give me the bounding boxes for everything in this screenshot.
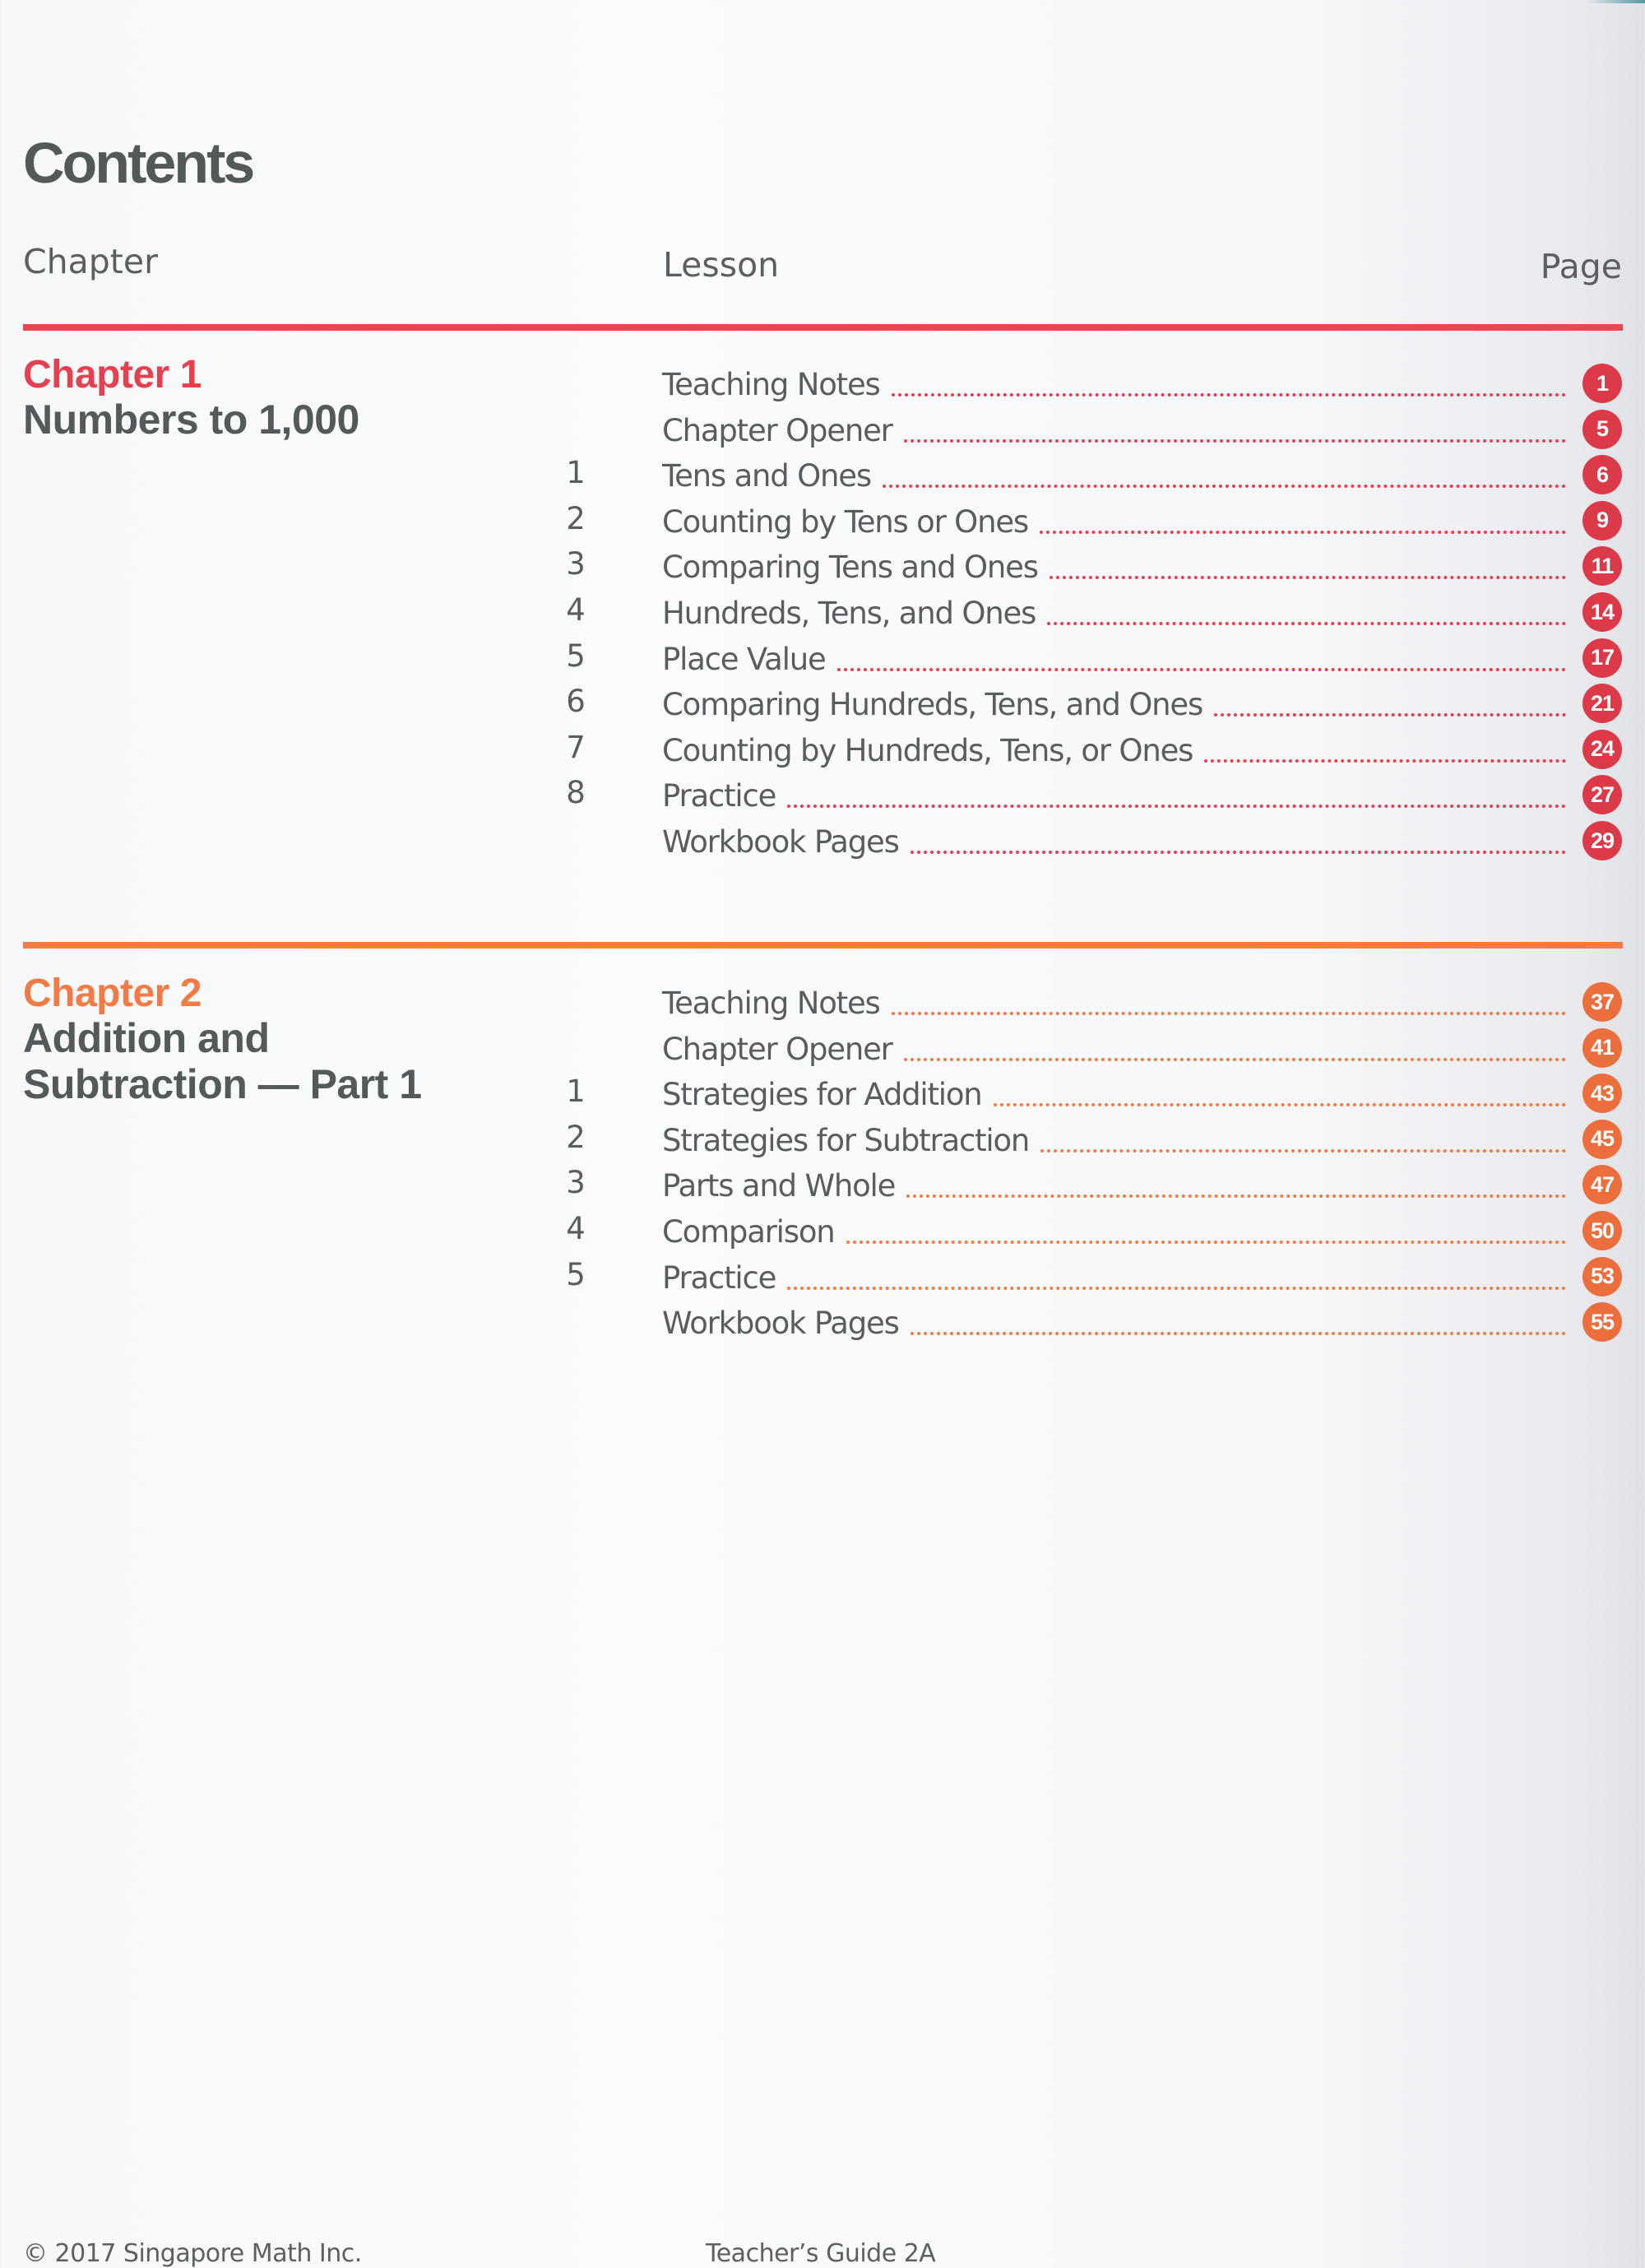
toc-entry-ch1-9[interactable] — [0, 772, 1645, 818]
dot-leader — [1040, 1149, 1566, 1153]
lesson-title: Counting by Hundreds, Tens, or Ones — [662, 732, 1193, 768]
toc-entry-ch1-4[interactable] — [0, 543, 1645, 589]
page-number-badge[interactable]: 14 — [1582, 592, 1622, 632]
chapter-2-divider — [23, 942, 1623, 948]
lesson-title-wrap — [662, 818, 1566, 864]
page-number-badge[interactable]: 21 — [1582, 684, 1622, 723]
dot-leader — [911, 851, 1566, 854]
lesson-title-wrap — [662, 726, 1566, 772]
dot-leader — [883, 485, 1566, 488]
lesson-number: 4 — [566, 1211, 586, 1246]
lesson-number: 1 — [566, 455, 586, 491]
lesson-title-wrap — [662, 1299, 1566, 1345]
toc-entry-ch1-3[interactable] — [0, 498, 1645, 544]
dot-leader — [846, 1241, 1566, 1244]
toc-entry-ch2-4[interactable] — [0, 1162, 1645, 1208]
lesson-title-wrap — [662, 589, 1566, 635]
lesson-number: 2 — [566, 1119, 586, 1155]
dot-leader — [1050, 576, 1566, 579]
lesson-number: 3 — [566, 546, 586, 582]
dot-leader — [892, 1012, 1566, 1015]
chapter-2-title: Addition and Subtraction — Part 1 — [23, 1015, 422, 1107]
lesson-title-wrap — [662, 498, 1566, 544]
page-number-badge[interactable]: 29 — [1582, 821, 1622, 860]
footer-copyright: © 2017 Singapore Math Inc. — [23, 2239, 362, 2268]
lesson-title: Practice — [662, 1259, 776, 1296]
lesson-title-wrap — [662, 406, 1566, 452]
page-number-badge[interactable]: 45 — [1582, 1120, 1622, 1159]
lesson-title-wrap — [662, 680, 1566, 726]
page-number-badge[interactable]: 47 — [1582, 1165, 1622, 1204]
toc-entry-ch1-7[interactable] — [0, 680, 1645, 726]
chapter-1-label: Chapter 1 — [23, 353, 202, 397]
toc-entry-ch2-7[interactable] — [0, 1299, 1645, 1345]
dot-leader — [1214, 713, 1566, 717]
page-number-badge[interactable]: 27 — [1582, 775, 1622, 814]
lesson-number: 6 — [566, 684, 586, 720]
page-number-badge[interactable]: 6 — [1582, 455, 1622, 494]
dot-leader — [994, 1103, 1566, 1106]
lesson-title-wrap — [662, 1070, 1566, 1116]
lesson-title-wrap — [662, 1025, 1566, 1071]
lesson-title: Strategies for Subtraction — [662, 1122, 1030, 1158]
lesson-title: Teaching Notes — [662, 986, 880, 1021]
lesson-title-wrap — [662, 360, 1566, 406]
lesson-number: 5 — [566, 1256, 586, 1292]
lesson-number: 3 — [566, 1165, 586, 1201]
page-number-badge[interactable]: 5 — [1582, 410, 1622, 449]
lesson-number: 4 — [566, 592, 586, 628]
dot-leader — [1047, 622, 1566, 625]
lesson-title: Strategies for Addition — [662, 1077, 982, 1113]
column-header-chapter: Chapter — [23, 242, 158, 281]
dot-leader — [1040, 531, 1566, 534]
page-number-badge[interactable]: 37 — [1582, 982, 1622, 1022]
lesson-title-wrap — [662, 543, 1566, 589]
page-number-badge[interactable]: 24 — [1582, 730, 1622, 769]
lesson-number: 1 — [566, 1074, 586, 1110]
dot-leader — [911, 1332, 1566, 1335]
page-number-badge[interactable]: 50 — [1582, 1211, 1622, 1250]
dot-leader — [787, 805, 1566, 808]
page-number-badge[interactable]: 43 — [1582, 1074, 1622, 1113]
toc-entry-ch1-10[interactable] — [0, 818, 1645, 864]
lesson-title: Chapter Opener — [662, 412, 892, 448]
lesson-title-wrap — [662, 635, 1566, 681]
toc-entry-ch1-5[interactable] — [0, 589, 1645, 635]
toc-entry-ch1-2[interactable] — [0, 452, 1645, 498]
lesson-title: Comparison — [662, 1214, 835, 1250]
lesson-title-wrap — [662, 452, 1566, 498]
dot-leader — [904, 1058, 1566, 1061]
lesson-title: Place Value — [662, 641, 826, 677]
chapter-1-divider — [23, 324, 1623, 331]
page-number-badge[interactable]: 17 — [1582, 638, 1622, 678]
lesson-title: Practice — [662, 778, 776, 814]
page-number-badge[interactable]: 1 — [1582, 364, 1622, 403]
lesson-title: Counting by Tens or Ones — [662, 503, 1028, 540]
lesson-title: Chapter Opener — [662, 1031, 892, 1067]
toc-entry-ch1-0[interactable] — [0, 360, 1645, 406]
lesson-number: 7 — [566, 729, 586, 765]
page-number-badge[interactable]: 9 — [1582, 501, 1622, 540]
lesson-title-wrap — [662, 1162, 1566, 1208]
dot-leader — [904, 439, 1566, 443]
page-number-badge[interactable]: 41 — [1582, 1028, 1622, 1068]
toc-entry-ch2-0[interactable] — [0, 979, 1645, 1025]
lesson-number: 8 — [566, 775, 586, 811]
lesson-title-wrap — [662, 979, 1566, 1025]
lesson-title: Comparing Tens and Ones — [662, 550, 1038, 586]
page-title: Contents — [23, 131, 253, 195]
lesson-title: Workbook Pages — [662, 824, 899, 860]
lesson-title-wrap — [662, 1208, 1566, 1254]
dot-leader — [906, 1194, 1566, 1198]
toc-entry-ch2-5[interactable] — [0, 1208, 1645, 1254]
toc-entry-ch2-1[interactable] — [0, 1025, 1645, 1071]
toc-entry-ch2-6[interactable] — [0, 1254, 1645, 1300]
lesson-title-wrap — [662, 772, 1566, 818]
toc-entry-ch1-1[interactable] — [0, 406, 1645, 452]
lesson-title-wrap — [662, 1254, 1566, 1300]
footer-book-title: Teacher’s Guide 2A — [706, 2239, 936, 2268]
toc-entry-ch2-3[interactable] — [0, 1116, 1645, 1162]
lesson-number: 2 — [566, 500, 586, 536]
lesson-title: Teaching Notes — [662, 367, 880, 402]
chapter-2-label: Chapter 2 — [23, 972, 202, 1015]
column-header-lesson: Lesson — [663, 245, 780, 285]
lesson-number: 5 — [566, 638, 586, 674]
toc-entry-ch2-2[interactable] — [0, 1070, 1645, 1116]
dot-leader — [787, 1287, 1566, 1290]
page-edge-decoration — [1587, 0, 1645, 3]
chapter-1-title: Numbers to 1,000 — [23, 397, 359, 443]
toc-entry-ch1-6[interactable] — [0, 635, 1645, 681]
page-number-badge[interactable]: 11 — [1582, 546, 1622, 586]
lesson-title: Parts and Whole — [662, 1168, 896, 1204]
toc-entry-ch1-8[interactable] — [0, 726, 1645, 772]
page-number-badge[interactable]: 53 — [1582, 1257, 1622, 1296]
page-number-badge[interactable]: 55 — [1582, 1302, 1622, 1342]
lesson-title: Workbook Pages — [662, 1306, 899, 1342]
column-header-page: Page — [1540, 247, 1622, 286]
lesson-title: Tens and Ones — [662, 458, 871, 494]
dot-leader — [892, 393, 1566, 397]
lesson-title: Hundreds, Tens, and Ones — [662, 596, 1036, 631]
dot-leader — [837, 668, 1566, 671]
lesson-title: Comparing Hundreds, Tens, and Ones — [662, 687, 1203, 723]
dot-leader — [1204, 759, 1566, 763]
lesson-title-wrap — [662, 1116, 1566, 1162]
